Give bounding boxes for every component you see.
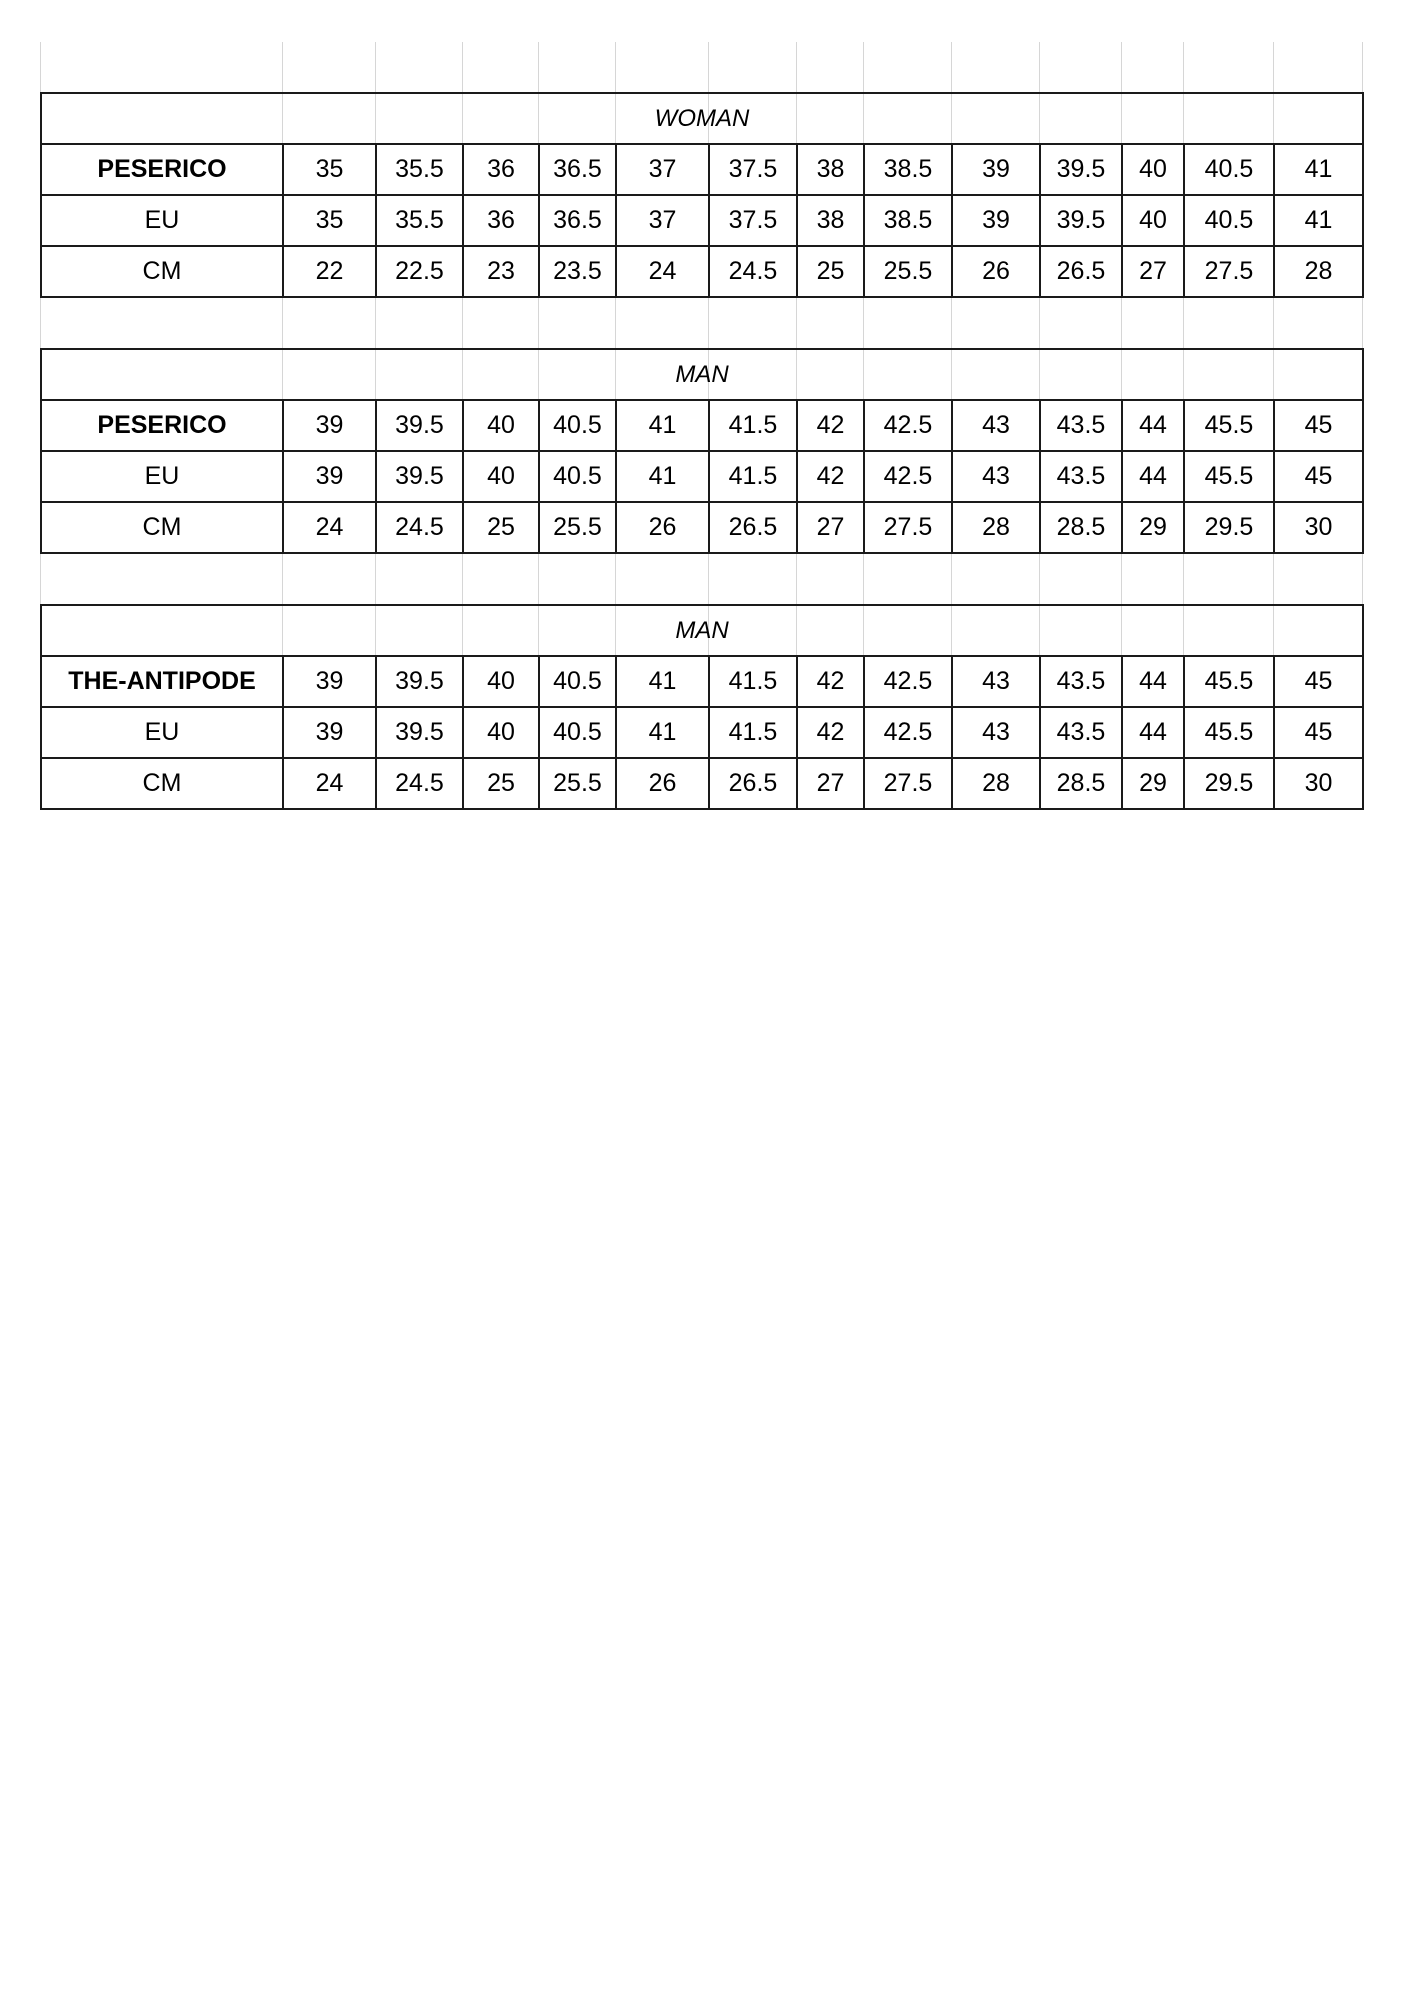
spacer-cell — [41, 553, 1363, 605]
size-value-cell: 41.5 — [709, 451, 797, 502]
size-value-cell: 27.5 — [864, 502, 952, 553]
size-value-cell: 25 — [797, 246, 864, 297]
size-value-cell: 22.5 — [376, 246, 463, 297]
size-value-cell: 38 — [797, 144, 864, 195]
spacer-row — [41, 42, 1363, 93]
size-value-cell: 39.5 — [376, 451, 463, 502]
size-value-cell: 41.5 — [709, 656, 797, 707]
size-value-cell: 24 — [283, 758, 376, 809]
size-row — [41, 758, 1363, 809]
size-value-cell: 44 — [1122, 656, 1184, 707]
size-value-cell: 22 — [283, 246, 376, 297]
size-value-cell: 45.5 — [1184, 451, 1274, 502]
size-value-cell: 43 — [952, 707, 1040, 758]
size-value-cell: 26.5 — [709, 502, 797, 553]
size-value-cell: 36 — [463, 144, 539, 195]
size-value-cell: 40.5 — [539, 400, 616, 451]
spacer-cell — [41, 42, 1363, 93]
brand-label: PESERICO — [41, 400, 283, 451]
size-value-cell: 24.5 — [376, 502, 463, 553]
size-value-cell: 44 — [1122, 451, 1184, 502]
size-value-cell: 35 — [283, 144, 376, 195]
section-title: MAN — [41, 605, 1363, 656]
size-value-cell: 28 — [1274, 246, 1363, 297]
size-value-cell: 30 — [1274, 502, 1363, 553]
size-value-cell: 26 — [616, 758, 709, 809]
section-title: MAN — [41, 349, 1363, 400]
size-value-cell: 43 — [952, 451, 1040, 502]
section-title-row — [41, 349, 1363, 400]
size-value-cell: 25 — [463, 758, 539, 809]
size-value-cell: 41 — [1274, 195, 1363, 246]
size-value-cell: 39.5 — [1040, 144, 1122, 195]
size-value-cell: 44 — [1122, 400, 1184, 451]
size-value-cell: 27 — [797, 502, 864, 553]
size-value-cell: 35.5 — [376, 195, 463, 246]
unit-label: CM — [41, 758, 283, 809]
size-chart-table — [40, 42, 1364, 810]
size-value-cell: 35 — [283, 195, 376, 246]
size-value-cell: 27.5 — [864, 758, 952, 809]
size-value-cell: 41 — [1274, 144, 1363, 195]
size-row — [41, 707, 1363, 758]
size-value-cell: 24.5 — [709, 246, 797, 297]
size-value-cell: 45 — [1274, 707, 1363, 758]
size-value-cell: 42.5 — [864, 451, 952, 502]
size-value-cell: 37.5 — [709, 195, 797, 246]
unit-label: EU — [41, 707, 283, 758]
size-value-cell: 39.5 — [376, 400, 463, 451]
brand-label: THE-ANTIPODE — [41, 656, 283, 707]
size-value-cell: 41 — [616, 451, 709, 502]
size-value-cell: 29 — [1122, 502, 1184, 553]
size-value-cell: 39 — [952, 144, 1040, 195]
unit-label: CM — [41, 502, 283, 553]
size-value-cell: 43 — [952, 656, 1040, 707]
size-value-cell: 42 — [797, 707, 864, 758]
size-value-cell: 26 — [952, 246, 1040, 297]
size-value-cell: 43.5 — [1040, 400, 1122, 451]
size-value-cell: 23.5 — [539, 246, 616, 297]
size-value-cell: 45.5 — [1184, 707, 1274, 758]
size-row — [41, 246, 1363, 297]
size-row — [41, 656, 1363, 707]
size-value-cell: 45.5 — [1184, 656, 1274, 707]
size-value-cell: 30 — [1274, 758, 1363, 809]
size-value-cell: 38 — [797, 195, 864, 246]
size-row — [41, 195, 1363, 246]
size-value-cell: 40 — [1122, 144, 1184, 195]
size-value-cell: 40.5 — [1184, 144, 1274, 195]
size-value-cell: 39 — [283, 451, 376, 502]
size-value-cell: 25.5 — [539, 502, 616, 553]
size-value-cell: 42 — [797, 451, 864, 502]
size-value-cell: 40 — [1122, 195, 1184, 246]
size-value-cell: 43.5 — [1040, 451, 1122, 502]
size-value-cell: 37 — [616, 195, 709, 246]
size-value-cell: 43.5 — [1040, 707, 1122, 758]
size-value-cell: 42.5 — [864, 656, 952, 707]
size-value-cell: 38.5 — [864, 195, 952, 246]
size-value-cell: 40.5 — [539, 707, 616, 758]
size-value-cell: 43.5 — [1040, 656, 1122, 707]
size-value-cell: 41 — [616, 656, 709, 707]
size-value-cell: 25.5 — [864, 246, 952, 297]
size-value-cell: 28 — [952, 758, 1040, 809]
size-row — [41, 144, 1363, 195]
size-row — [41, 502, 1363, 553]
size-value-cell: 41.5 — [709, 400, 797, 451]
size-value-cell: 42 — [797, 400, 864, 451]
size-value-cell: 23 — [463, 246, 539, 297]
section-title-row — [41, 605, 1363, 656]
size-value-cell: 25.5 — [539, 758, 616, 809]
size-value-cell: 26 — [616, 502, 709, 553]
size-value-cell: 37 — [616, 144, 709, 195]
size-value-cell: 42 — [797, 656, 864, 707]
spacer-row — [41, 553, 1363, 605]
size-value-cell: 45 — [1274, 400, 1363, 451]
size-value-cell: 29.5 — [1184, 502, 1274, 553]
unit-label: EU — [41, 195, 283, 246]
size-value-cell: 41.5 — [709, 707, 797, 758]
size-value-cell: 26.5 — [1040, 246, 1122, 297]
brand-label: PESERICO — [41, 144, 283, 195]
size-value-cell: 44 — [1122, 707, 1184, 758]
size-value-cell: 25 — [463, 502, 539, 553]
size-value-cell: 37.5 — [709, 144, 797, 195]
size-value-cell: 24 — [616, 246, 709, 297]
size-value-cell: 36.5 — [539, 195, 616, 246]
size-value-cell: 40 — [463, 451, 539, 502]
size-row — [41, 451, 1363, 502]
size-value-cell: 43 — [952, 400, 1040, 451]
section-title-row — [41, 93, 1363, 144]
size-value-cell: 39 — [283, 656, 376, 707]
spacer-cell — [41, 297, 1363, 349]
unit-label: CM — [41, 246, 283, 297]
size-value-cell: 45.5 — [1184, 400, 1274, 451]
size-value-cell: 40 — [463, 400, 539, 451]
size-value-cell: 40 — [463, 656, 539, 707]
size-value-cell: 41 — [616, 707, 709, 758]
size-value-cell: 24.5 — [376, 758, 463, 809]
size-value-cell: 39 — [283, 400, 376, 451]
size-value-cell: 26.5 — [709, 758, 797, 809]
section-title: WOMAN — [41, 93, 1363, 144]
size-value-cell: 45 — [1274, 656, 1363, 707]
size-value-cell: 35.5 — [376, 144, 463, 195]
size-chart-sheet — [40, 42, 1362, 810]
size-value-cell: 28 — [952, 502, 1040, 553]
size-row — [41, 400, 1363, 451]
size-value-cell: 40 — [463, 707, 539, 758]
size-value-cell: 29 — [1122, 758, 1184, 809]
size-value-cell: 28.5 — [1040, 758, 1122, 809]
size-value-cell: 40.5 — [539, 451, 616, 502]
size-value-cell: 36 — [463, 195, 539, 246]
size-value-cell: 27 — [1122, 246, 1184, 297]
size-value-cell: 27.5 — [1184, 246, 1274, 297]
size-value-cell: 42.5 — [864, 400, 952, 451]
size-value-cell: 40.5 — [539, 656, 616, 707]
size-value-cell: 39.5 — [376, 656, 463, 707]
size-value-cell: 28.5 — [1040, 502, 1122, 553]
size-value-cell: 29.5 — [1184, 758, 1274, 809]
size-value-cell: 38.5 — [864, 144, 952, 195]
spacer-row — [41, 297, 1363, 349]
size-value-cell: 36.5 — [539, 144, 616, 195]
size-value-cell: 42.5 — [864, 707, 952, 758]
size-value-cell: 41 — [616, 400, 709, 451]
size-value-cell: 45 — [1274, 451, 1363, 502]
size-value-cell: 39 — [283, 707, 376, 758]
size-value-cell: 39.5 — [1040, 195, 1122, 246]
unit-label: EU — [41, 451, 283, 502]
size-value-cell: 24 — [283, 502, 376, 553]
size-value-cell: 27 — [797, 758, 864, 809]
size-value-cell: 39 — [952, 195, 1040, 246]
size-value-cell: 40.5 — [1184, 195, 1274, 246]
size-value-cell: 39.5 — [376, 707, 463, 758]
